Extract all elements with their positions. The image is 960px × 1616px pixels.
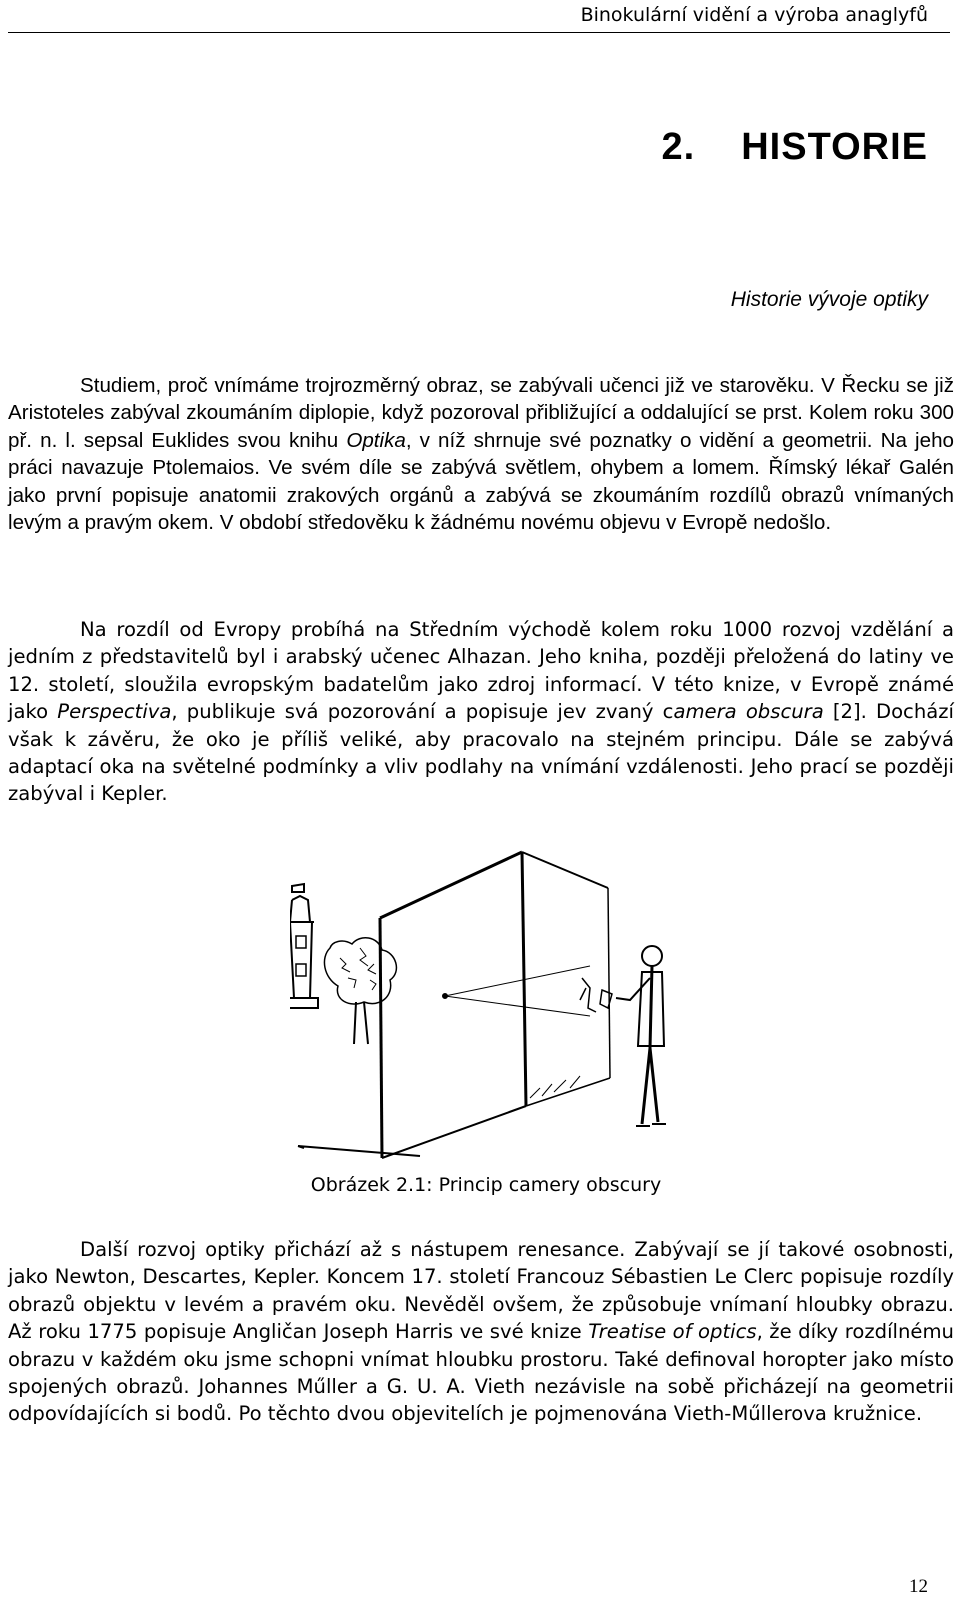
header-divider <box>8 32 950 33</box>
figure-caption: Obrázek 2.1: Princip camery obscury <box>310 1174 662 1196</box>
paragraph-alhazan <box>8 616 954 808</box>
paragraph-ancient-optics <box>8 372 954 536</box>
paragraph-text: , v níž shrnuje své poznatky o vidění a geometrii. Na jeho práci navazuje Ptolemaios. Ve svém díle se zabývá světlem, ohybem a lomem. Římský lékař Galén jako první popisuje anatomii zrakových orgánů a zabývá se zkoumáním rozdílů obrazů vnímaných levým a pravým okem. V období středověku k žádnému novému objevu v Evropě nedošlo. <box>8 428 954 535</box>
book-title-perspectiva: Perspectiva <box>57 700 172 724</box>
running-header: Binokulární vidění a výroba anaglyfů <box>580 4 928 26</box>
paragraph-text: , publikuje svá pozorování a popisuje jev zvaný c <box>171 700 674 724</box>
chapter-number: 2. <box>661 126 696 168</box>
camera-obscura-illustration <box>290 848 670 1170</box>
chapter-title: HISTORIE <box>741 126 928 168</box>
page-number: 12 <box>909 1576 928 1597</box>
paragraph-text: Studiem, proč vnímáme trojrozměrný obraz, se zabývali učenci již ve starověku. V Řecku se již Aristoteles zabýval zkoumáním diplopie, když pozoroval přibližující a oddalující se prst. Kolem roku 300 př. n. l. sepsal Euklides svou knihu <box>8 374 954 452</box>
paragraph-text: Na rozdíl od Evropy probíhá na Středním východě kolem roku 1000 rozvoj vzdělání a jedním z představitelů byl i arabský učenec Alhazan. Jeho kniha, později přeložená do latiny ve 12. století, sloužila evropským badatelům jako zdroj informací. V této knize, v Evropě známé jako <box>8 618 954 724</box>
paragraph-text: [2]. Dochází však k závěru, že oko je příliš veliké, aby pracovalo na stejném principu. Dále se zabývá adaptací oka na světelné podmínky a vliv podlahy na vnímání vzdálenosti. Jeho prací se později zabýval i Kepler. <box>8 700 954 806</box>
book-title-treatise: Treatise of optics <box>588 1320 757 1344</box>
book-title-optika: Optika <box>346 428 406 452</box>
section-title: Historie vývoje optiky <box>730 288 928 311</box>
term-camera-obscura: amera obscura <box>673 700 824 724</box>
paragraph-text: Další rozvoj optiky přichází až s nástupem renesance. Zabývají se jí takové osobnosti, jako Newton, Descartes, Kepler. Koncem 17. století Francouz Sébastien Le Clerc popisuje rozdíly obrazů objektu v levém a pravém oku. Nevěděl ovšem, že způsobuje vnímaní hloubky obrazu. Až roku 1775 popisuje Angličan Joseph Harris ve své knize <box>8 1238 954 1344</box>
paragraph-text: , že díky rozdílnému obrazu v každém oku jsme schopni vnímat hloubku prostoru. Také definoval horopter jako místo spojených obrazů. Johannes Műller a G. U. A. Vieth nezávisle na sobě přicházejí na geometrii odpovídajících si bodů. Po těchto dvou objevitelích je pojmenována Vieth-Műllerova kružnice. <box>8 1320 954 1426</box>
paragraph-renaissance <box>8 1236 954 1428</box>
chapter-heading <box>662 126 928 169</box>
